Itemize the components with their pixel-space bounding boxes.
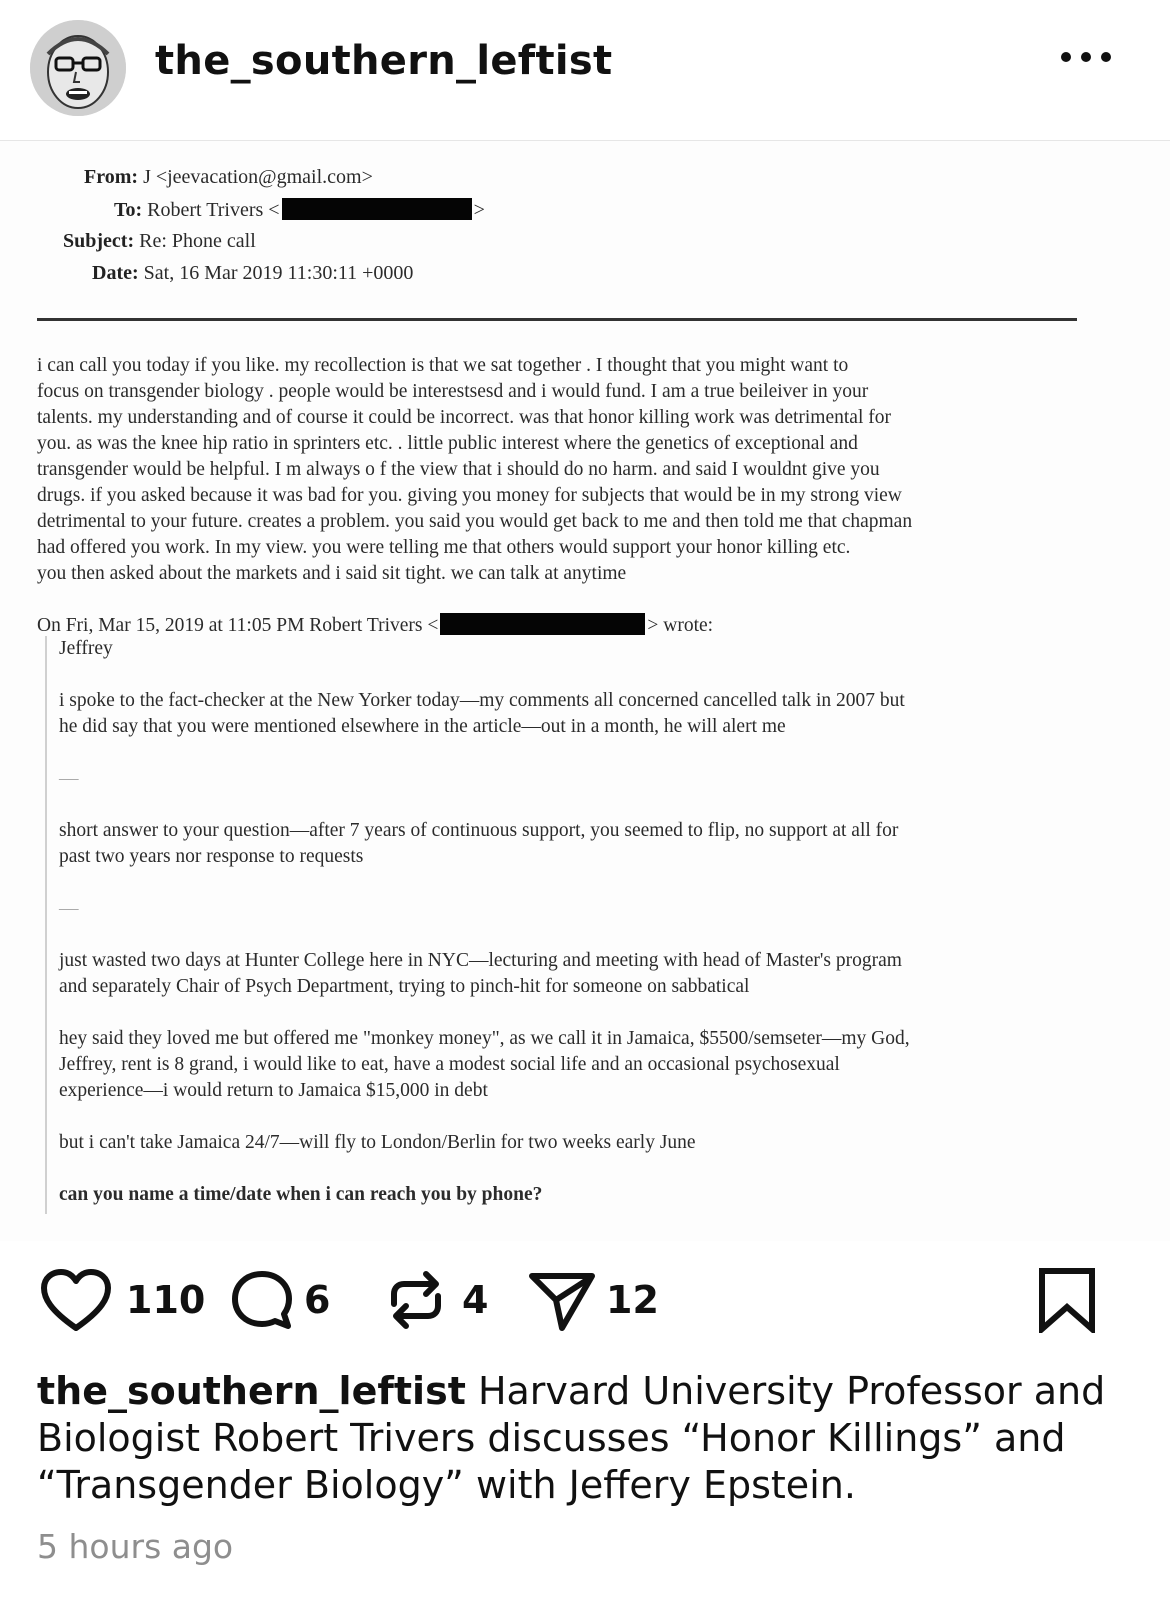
email-body-line: you. as was the knee hip ratio in sprinters etc. . little public interest where the genetics of exceptional and: [37, 433, 858, 454]
quote-line: just wasted two days at Hunter College here in NYC—lecturing and meeting with head of Master's program: [59, 950, 902, 971]
email-divider: [37, 318, 1077, 321]
more-dot: [1081, 52, 1091, 62]
repost-icon: [384, 1268, 448, 1332]
heart-icon: [40, 1268, 112, 1332]
email-from-row: [84, 166, 373, 189]
email-date-row: [92, 262, 413, 285]
quote-line: i spoke to the fact-checker at the New Yorker today—my comments all concerned cancelled talk in 2007 but: [59, 690, 905, 711]
email-body: [37, 353, 1097, 587]
share-button[interactable]: [528, 1266, 659, 1334]
avatar[interactable]: [30, 20, 126, 116]
avatar-caricature-icon: [30, 20, 126, 116]
email-subject-label: Subject:: [63, 230, 135, 252]
quote-separator: —: [59, 898, 79, 919]
quote-line: hey said they loved me but offered me "monkey money", as we call it in Jamaica, $5500/semseter—my God,: [59, 1028, 910, 1049]
quote-header-prefix: On Fri, Mar 15, 2019 at 11:05 PM Robert Trivers <: [37, 615, 439, 636]
more-options-button[interactable]: [1056, 46, 1126, 86]
quote-separator: —: [59, 768, 79, 789]
redaction-bar: [440, 613, 645, 635]
quote-line: he did say that you were mentioned elsewhere in the article—out in a month, he will alert me: [59, 716, 786, 737]
bookmark-button[interactable]: [1036, 1266, 1098, 1334]
email-subject-value: Re: Phone call: [139, 230, 256, 252]
quote-line: can you name a time/date when i can reach you by phone?: [59, 1184, 543, 1205]
email-date-value: Sat, 16 Mar 2019 11:30:11 +0000: [143, 262, 414, 284]
email-body-line: detrimental to your future. creates a problem. you said you would get back to me and then told me that chapman: [37, 511, 913, 532]
email-to-label: To:: [114, 199, 143, 221]
quoted-message: [45, 636, 1119, 1214]
email-to-row: [114, 198, 485, 222]
post-caption: [37, 1368, 1137, 1509]
action-bar: [0, 1260, 1170, 1340]
email-date-label: Date:: [92, 262, 139, 284]
email-to-value: Robert Trivers <: [147, 199, 280, 221]
more-dot: [1101, 52, 1111, 62]
quote-line: past two years nor response to requests: [59, 846, 364, 867]
comment-icon: [230, 1268, 294, 1332]
quote-line: short answer to your question—after 7 years of continuous support, you seemed to flip, no support at all for: [59, 820, 899, 841]
email-body-line: i can call you today if you like. my recollection is that we sat together . I thought that you might want to: [37, 355, 849, 376]
repost-count: 4: [462, 1278, 489, 1322]
post-username[interactable]: the_southern_leftist: [155, 38, 613, 84]
email-document: [0, 141, 1170, 1241]
caption-username[interactable]: the_southern_leftist: [37, 1369, 466, 1413]
post-header: [0, 0, 1170, 141]
caption-text: Harvard University Professor and Biologist Robert Trivers discusses “Honor Killings” and “Transgender Biology” with Jeffery Epstein.: [37, 1369, 1106, 1507]
email-body-line: transgender would be helpful. I m always o f the view that i should do no harm. and said I wouldnt give you: [37, 459, 880, 480]
post-timestamp: 5 hours ago: [37, 1527, 234, 1566]
redaction-bar: [282, 198, 472, 220]
repost-button[interactable]: [384, 1266, 488, 1334]
email-body-line: talents. my understanding and of course it could be incorrect. was that honor killing work was detrimental for: [37, 407, 891, 428]
like-count: 110: [126, 1278, 206, 1322]
email-body-line: drugs. if you asked because it was bad for you. giving you money for subjects that would be in my strong view: [37, 485, 902, 506]
comment-button[interactable]: [230, 1266, 330, 1334]
email-to-suffix: >: [473, 199, 485, 221]
comment-count: 6: [304, 1278, 331, 1322]
quote-line: experience—i would return to Jamaica $15,000 in debt: [59, 1080, 488, 1101]
bookmark-icon: [1036, 1267, 1098, 1333]
email-from-value: J <jeevacation@gmail.com>: [143, 166, 373, 188]
email-body-line: focus on transgender biology . people would be interestsesd and i would fund. I am a true beileiver in your: [37, 381, 869, 402]
email-from-label: From:: [84, 166, 139, 188]
quote-line: Jeffrey, rent is 8 grand, i would like to eat, have a modest social life and an occasional psychosexual: [59, 1054, 840, 1075]
quote-header-suffix: > wrote:: [647, 615, 714, 636]
quote-greeting: Jeffrey: [59, 638, 113, 659]
quote-header: [37, 613, 713, 637]
quote-line: but i can't take Jamaica 24/7—will fly to London/Berlin for two weeks early June: [59, 1132, 696, 1153]
email-body-line: had offered you work. In my view. you were telling me that others would support your honor killing etc.: [37, 537, 851, 558]
email-subject-row: [63, 230, 256, 253]
post-image[interactable]: [0, 141, 1170, 1241]
share-count: 12: [606, 1278, 659, 1322]
quote-line: and separately Chair of Psych Department, trying to pinch-hit for someone on sabbatical: [59, 976, 750, 997]
like-button[interactable]: [40, 1266, 205, 1334]
send-icon: [528, 1268, 596, 1332]
more-horizontal-icon: [1061, 52, 1071, 62]
email-body-line: you then asked about the markets and i said sit tight. we can talk at anytime: [37, 563, 627, 584]
